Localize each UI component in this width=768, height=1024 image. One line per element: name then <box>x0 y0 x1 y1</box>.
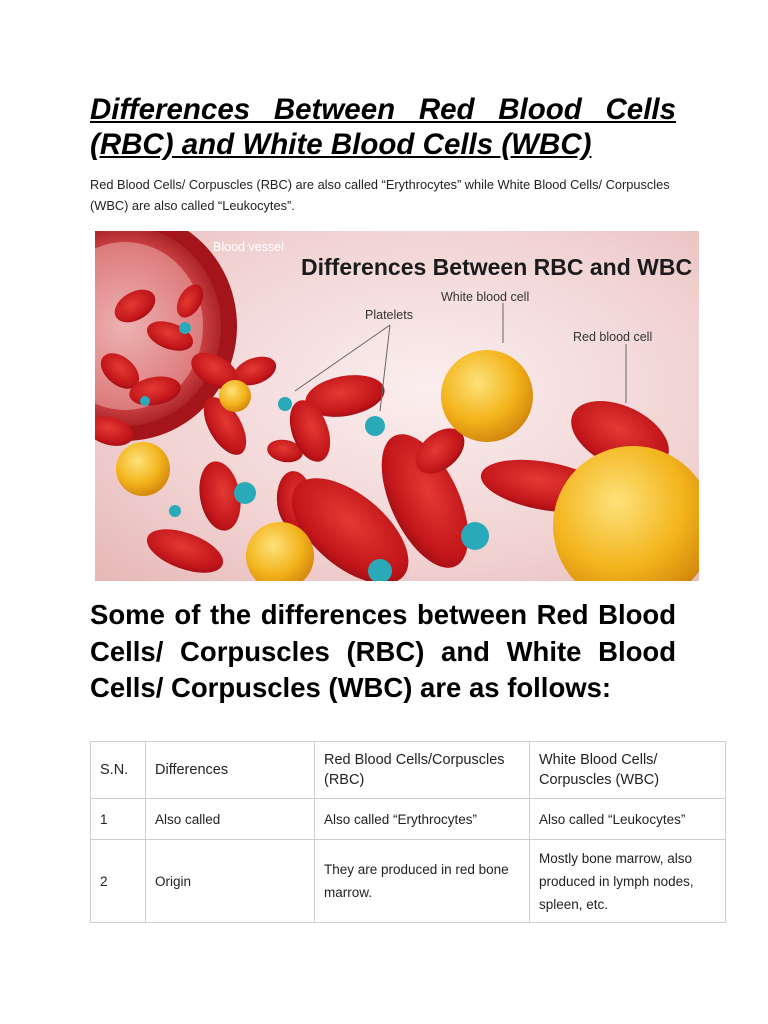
differences-table <box>90 741 726 923</box>
illustration-heading: Differences Between RBC and WBC <box>301 254 693 280</box>
table-header-row <box>91 742 726 799</box>
intro-paragraph: Red Blood Cells/ Corpuscles (RBC) are also called “Erythrocytes” while White Blood Cells/ Corpuscles (WBC) are also called “Leukocytes”. <box>90 177 670 213</box>
cell-wbc: Also called “Leukocytes” <box>530 799 726 840</box>
page-title: Differences Between Red Blood Cells (RBC) and White Blood Cells (WBC) <box>90 93 676 161</box>
blood-cells-illustration <box>95 231 699 581</box>
label-red-blood-cell: Red blood cell <box>573 330 653 344</box>
label-platelets: Platelets <box>365 308 413 322</box>
label-blood-vessel: Blood vessel <box>213 240 284 254</box>
table-row <box>91 840 726 923</box>
header-rbc: Red Blood Cells/Corpuscles (RBC) <box>315 742 530 799</box>
cell-difference: Origin <box>146 840 315 923</box>
cell-difference: Also called <box>146 799 315 840</box>
illustration-canvas <box>95 231 699 581</box>
header-sn: S.N. <box>91 742 146 799</box>
section-heading: Some of the differences between Red Blood Cells/ Corpuscles (RBC) and White Blood Cells/ Corpuscles (WBC) are as follows: <box>90 599 676 703</box>
cell-sn: 2 <box>91 840 146 923</box>
header-wbc: White Blood Cells/ Corpuscles (WBC) <box>530 742 726 799</box>
table-row <box>91 799 726 840</box>
cell-sn: 1 <box>91 799 146 840</box>
label-white-blood-cell: White blood cell <box>441 290 530 304</box>
cell-rbc: They are produced in red bone marrow. <box>315 840 530 923</box>
header-differences: Differences <box>146 742 315 799</box>
cell-wbc: Mostly bone marrow, also produced in lymph nodes, spleen, etc. <box>530 840 726 923</box>
cell-rbc: Also called “Erythrocytes” <box>315 799 530 840</box>
